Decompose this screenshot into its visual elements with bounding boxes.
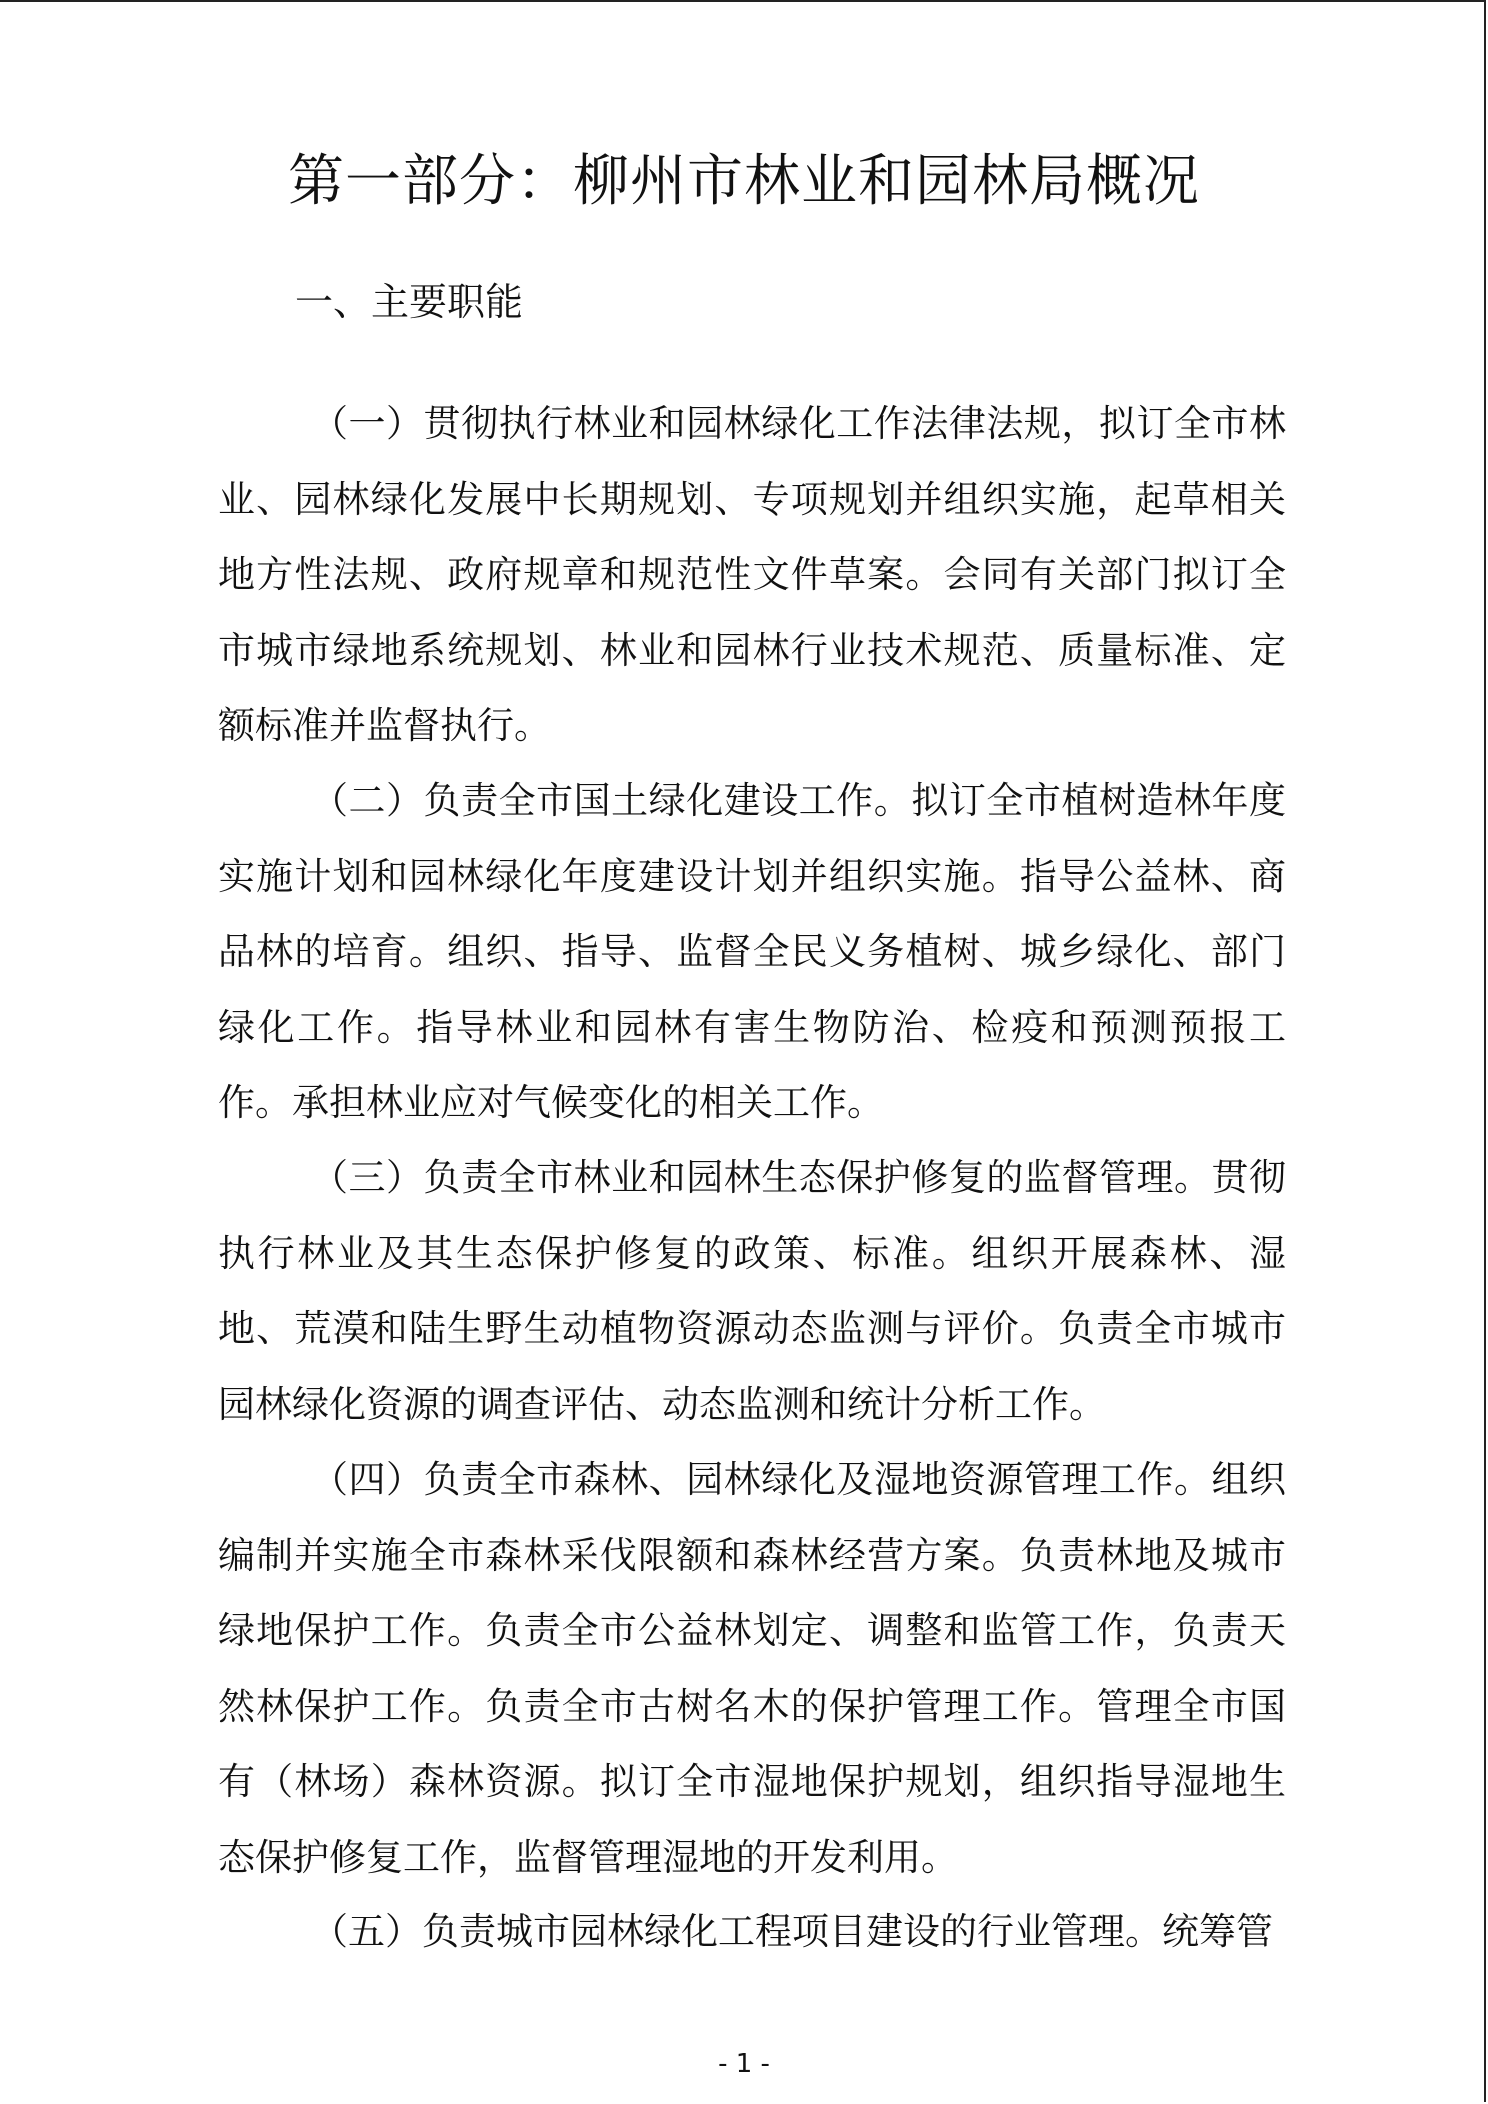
paragraph-duty-4: （四）负责全市森林、园林绿化及湿地资源管理工作。组织编制并实施全市森林采伐限额和森林经营方案。负责林地及城市绿地保护工作。负责全市公益林划定、调整和监管工作，负责天然林保护工作。负责全市古树名木的保护管理工作。管理全市国有（林场）森林资源。拟订全市湿地保护规划，组织指导湿地生态保护修复工作，监督管理湿地的开发利用。 bbox=[218, 1458, 1286, 1879]
paragraph-duty-1: （一）贯彻执行林业和园林绿化工作法律法规，拟订全市林业、园林绿化发展中长期规划、专项规划并组织实施，起草相关地方性法规、政府规章和规范性文件草案。会同有关部门拟订全市城市绿地系统规划、林业和园林行业技术规范、质量标准、定额标准并监督执行。 bbox=[218, 402, 1286, 747]
section-heading: 一、主要职能 bbox=[295, 280, 524, 324]
page-title: 第一部分：柳州市林业和园林局概况 bbox=[288, 149, 1200, 214]
paragraph-duty-3: （三）负责全市林业和园林生态保护修复的监督管理。贯彻执行林业及其生态保护修复的政策、标准。组织开展森林、湿地、荒漠和陆生野生动植物资源动态监测与评价。负责全市城市园林绿化资源的调查评估、动态监测和统计分析工作。 bbox=[218, 1156, 1286, 1426]
paragraph-duty-2: （二）负责全市国土绿化建设工作。拟订全市植树造林年度实施计划和园林绿化年度建设计划并组织实施。指导公益林、商品林的培育。组织、指导、监督全民义务植树、城乡绿化、部门绿化工作。指导林业和园林有害生物防治、检疫和预测预报工作。承担林业应对气候变化的相关工作。 bbox=[218, 779, 1286, 1124]
paragraph-duty-5: （五）负责城市园林绿化工程项目建设的行业管理。统筹管 bbox=[311, 1910, 1273, 1953]
page-number: - 1 - bbox=[718, 2049, 770, 2079]
